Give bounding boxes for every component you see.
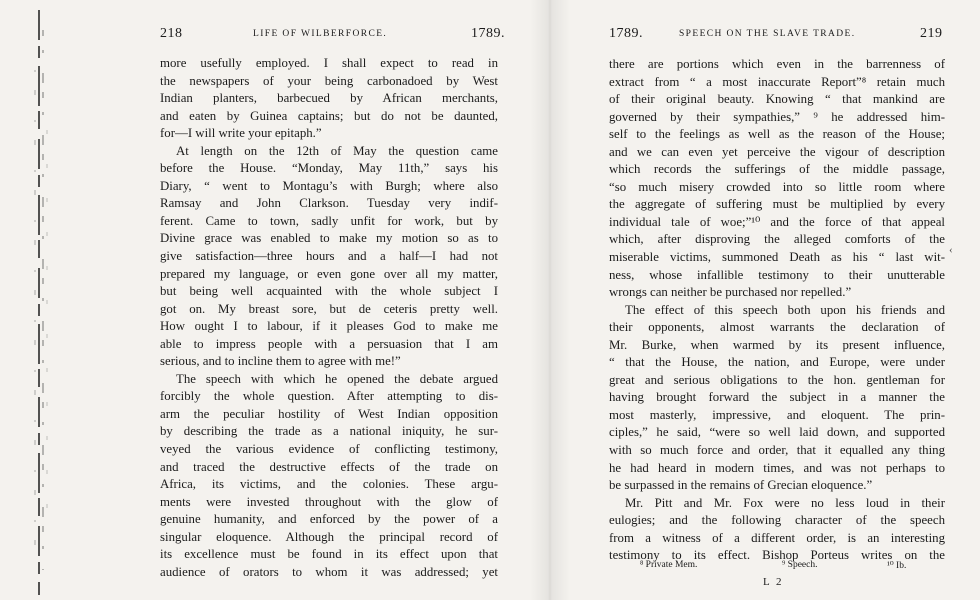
text-line: How ought I to labour, if it pleases God to make me [160, 319, 498, 334]
text-line: governed by their sympathies,” ⁹ he addressed him- [609, 109, 945, 124]
text-line: self to the feelings as well as the reason of the House; [609, 127, 945, 142]
text-line: the aggregate of suffering must be multiplied by every [609, 197, 945, 212]
text-line: before the House. “Monday, May 11th,” says his [160, 161, 498, 176]
right-page [560, 0, 980, 600]
left-page-number: 218 [160, 26, 183, 41]
text-line: more usefully employed. I shall expect to read in [160, 56, 498, 70]
text-line: give satisfaction—three hours and a half—I had not [160, 249, 498, 264]
margin-mark: ‹ [949, 244, 953, 256]
text-line: of their original beauty. Knowing “ that mankind are [609, 92, 945, 107]
text-line: Ramsay and John Clarkson. Tuesday very indif- [160, 196, 498, 211]
text-line: able to impress people with a persuasion that I am [160, 336, 498, 351]
text-line: ments were invested throughout with the glow of [160, 494, 498, 509]
text-line: eulogies; and the following character of the speech [609, 513, 945, 528]
text-line: serious, and to incline them to agree with me!” [160, 354, 401, 369]
right-page-number: 219 [920, 26, 943, 41]
text-line: audience of orators to whom it was addressed; yet [160, 564, 498, 579]
right-page-text [609, 56, 945, 565]
text-line: be surpassed in the remains of Grecian eloquence.” [609, 478, 873, 493]
text-line: he had heard in modern times, and was not perhaps to [609, 460, 945, 475]
text-line: prepared my language, or even gone over all my matter, [160, 266, 498, 281]
text-line: and traced the destructive effects of the trade on [160, 459, 498, 474]
right-running-title: SPEECH ON THE SLAVE TRADE. [679, 29, 856, 39]
text-line: Divine grace was enabled to make my motion so as to [160, 231, 498, 246]
text-line: wrongs can neither be purchased nor repelled.” [609, 285, 852, 300]
text-line: miserable victims, summoned Death as his “ last wit- [609, 250, 945, 265]
left-page-header [160, 26, 505, 46]
text-line: ness, whose infallible testimony to their unutterable [609, 267, 945, 282]
left-running-title: LIFE OF WILBERFORCE. [253, 29, 388, 39]
text-line: for—I will write your epitaph.” [160, 126, 322, 141]
footnote: ⁸ Private Mem. [640, 560, 698, 570]
text-line: by describing the trade as a national iniquity, he sur- [160, 424, 498, 439]
text-line: forcibly the whole question. After attempting to dis- [160, 389, 498, 404]
text-line: the newspapers of your being carbonadoed by West [160, 73, 498, 88]
text-line: great and serious obligations to the hon. gentleman for [609, 372, 945, 387]
text-line: their opponents, almost warrants the declaration of [609, 320, 945, 335]
text-line: Mr. Burke, when warmed by its present influence, [609, 337, 945, 352]
text-line: having brought forward the subject in a manner the [609, 390, 945, 405]
text-line: genuine humanity, and enforced by the power of a [160, 512, 498, 527]
text-line: The effect of this speech both upon his friends and [625, 302, 945, 317]
right-page-header [609, 26, 945, 46]
text-line: but being well acquainted with the whole subject I [160, 284, 498, 299]
text-line: veyed the various evidence of conflicting testimony, [160, 442, 498, 457]
text-line: extract from “ a most inaccurate Report”⁸ retain much [609, 74, 945, 89]
text-line: with so much force and order, that it equalled any thing [609, 443, 945, 458]
text-line: “ that the House, the nation, and Europe, were under [609, 355, 945, 370]
text-line: which records the sufferings of the middle passage, [609, 162, 945, 177]
text-line: there are portions which even in the barrenness of [609, 57, 945, 71]
footnote: ⁹ Speech. [782, 560, 818, 570]
text-line: individual tale of woe;”¹⁰ and the force of that appeal [609, 214, 945, 229]
text-line: arm the peculiar hostility of West Indian opposition [160, 406, 498, 421]
text-line: The speech with which he opened the debate argued [176, 371, 498, 386]
text-line: testimony to its effect. Bishop Porteus writes on the [609, 548, 945, 563]
text-line: ferent. Came to town, sadly unfit for work, but by [160, 213, 498, 228]
text-line: from a witness of a different order, is an interesting [609, 530, 945, 545]
footnote: ¹⁰ Ib. [887, 561, 907, 571]
text-line: At length on the 12th of May the question came [176, 143, 498, 158]
text-line: and eaten by Guinea captains; but do not be daunted, [160, 108, 498, 123]
right-header-year: 1789. [609, 26, 643, 41]
text-line: Mr. Pitt and Mr. Fox were no less loud in their [625, 495, 945, 510]
text-line: which, after disproving the alleged comforts of the [609, 232, 945, 247]
text-line: “so much misery crowded into so little room where [609, 179, 945, 194]
text-line: Africa, its victims, and the colonies. These argu- [160, 477, 498, 492]
left-page-text [160, 55, 498, 581]
text-line: most masterly, impressive, and eloquent. The prin- [609, 407, 945, 422]
text-line: Diary, “ went to Montagu’s with Burgh; where also [160, 178, 498, 193]
text-line: ciples,” he said, “were so well laid down, and supported [609, 425, 945, 440]
text-line: got on. My breast sore, but de ceteris pretty well. [160, 301, 498, 316]
text-line: and we can even yet perceive the vigour of description [609, 144, 945, 159]
text-line: singular eloquence. Although the principal record of [160, 529, 498, 544]
text-line: its excellence must be found in its effect upon that [160, 547, 498, 562]
text-line: Indian planters, barbecued by African merchants, [160, 91, 498, 106]
signature-mark: L 2 [763, 576, 784, 588]
left-header-year: 1789. [471, 26, 505, 41]
